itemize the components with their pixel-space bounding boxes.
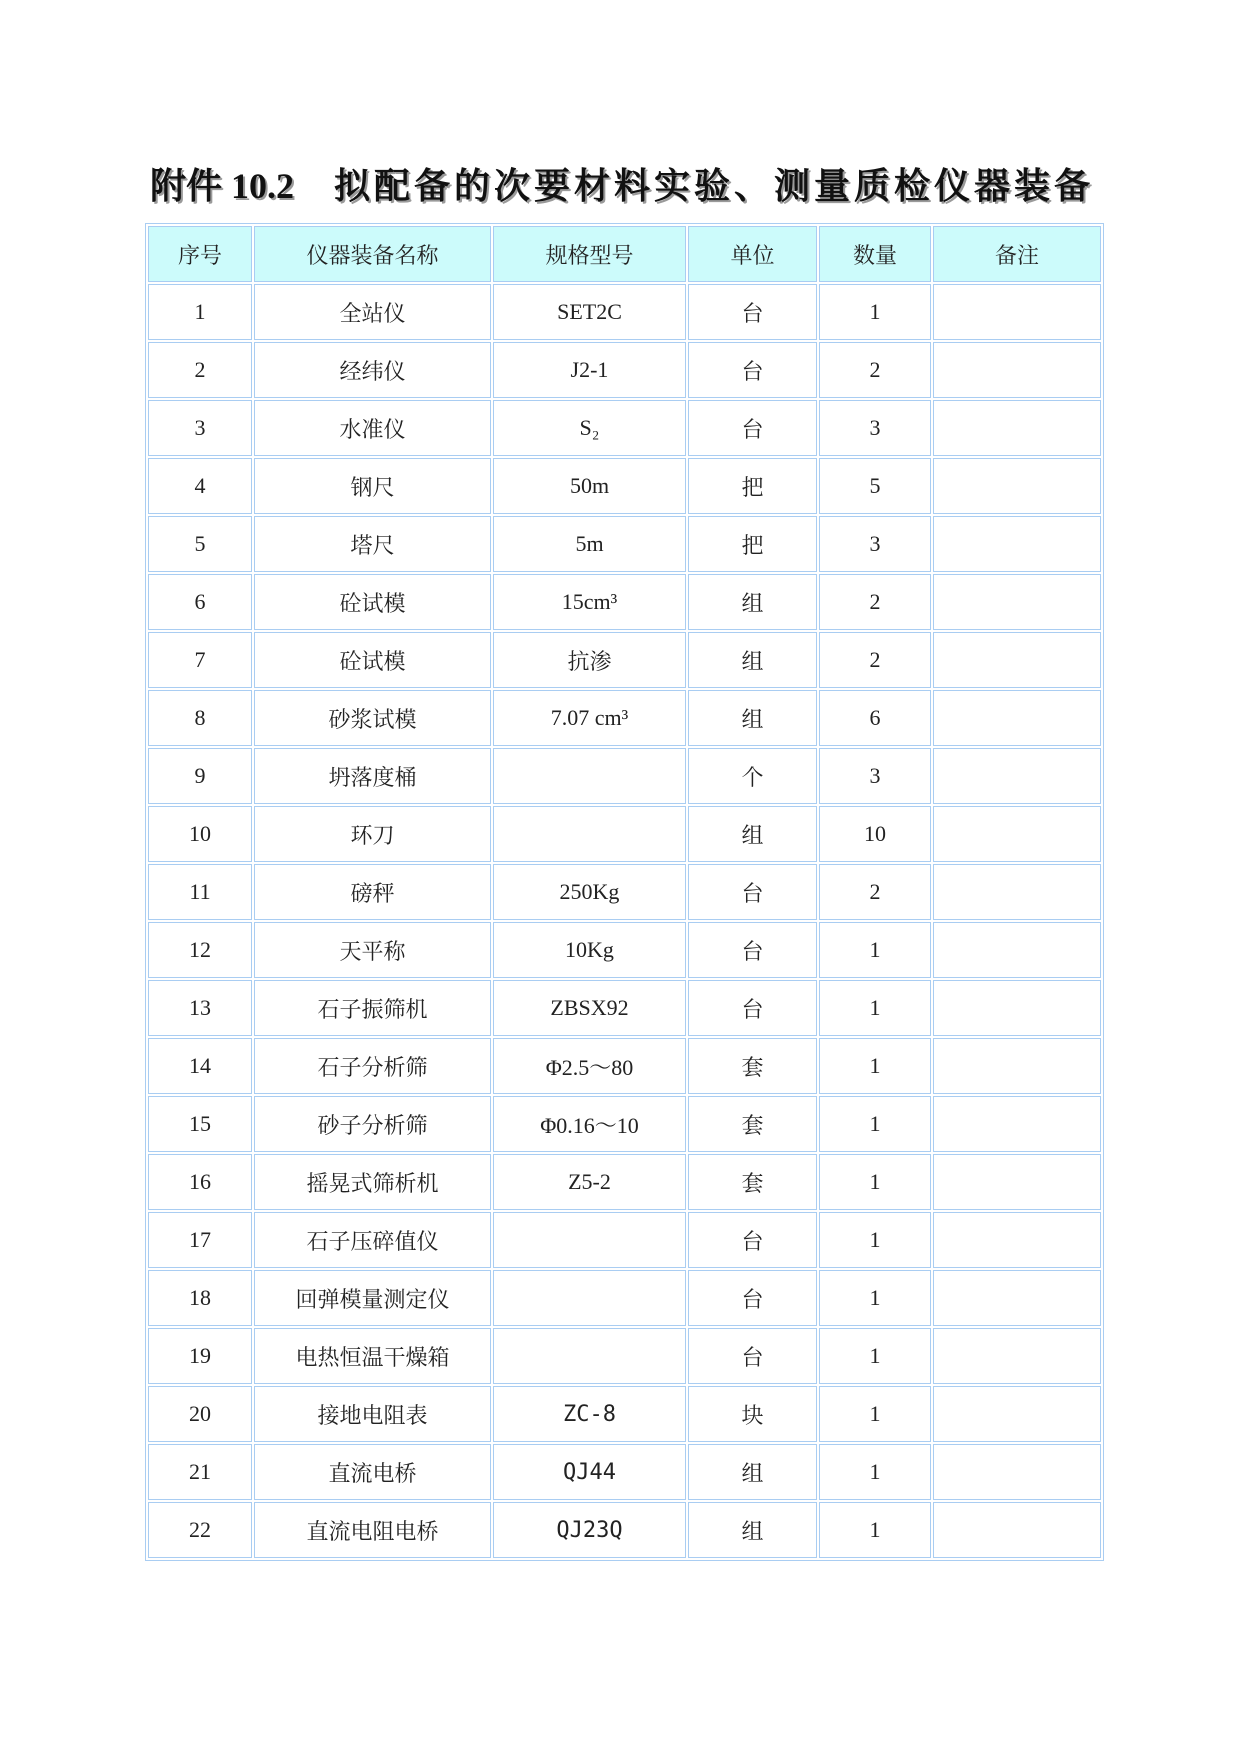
cell-quantity: 3: [819, 748, 931, 804]
cell-quantity: 3: [819, 400, 931, 456]
cell-unit: 组: [688, 1444, 817, 1500]
cell-index: 22: [148, 1502, 252, 1558]
cell-quantity: 2: [819, 864, 931, 920]
cell-name: 回弹模量测定仪: [254, 1270, 491, 1326]
table-body: [148, 284, 1101, 1558]
table-row: [148, 284, 1101, 340]
cell-remarks: [933, 1328, 1101, 1384]
header-cell-spec: 规格型号: [493, 226, 686, 282]
cell-spec: ZBSX92: [493, 980, 686, 1036]
cell-remarks: [933, 342, 1101, 398]
cell-remarks: [933, 806, 1101, 862]
cell-name: 坍落度桶: [254, 748, 491, 804]
cell-spec: ZC-8: [493, 1386, 686, 1442]
cell-unit: 组: [688, 574, 817, 630]
table-row: [148, 1212, 1101, 1268]
cell-unit: 台: [688, 864, 817, 920]
cell-name: 砼试模: [254, 574, 491, 630]
table-row: [148, 632, 1101, 688]
cell-quantity: 2: [819, 342, 931, 398]
cell-spec: S₂: [493, 400, 686, 456]
cell-remarks: [933, 1038, 1101, 1094]
cell-quantity: 1: [819, 1038, 931, 1094]
cell-index: 4: [148, 458, 252, 514]
cell-unit: 套: [688, 1096, 817, 1152]
cell-remarks: [933, 1502, 1101, 1558]
table-row: [148, 342, 1101, 398]
cell-unit: 组: [688, 690, 817, 746]
table-row: [148, 1502, 1101, 1558]
cell-spec: [493, 748, 686, 804]
cell-quantity: 1: [819, 1502, 931, 1558]
cell-name: 石子分析筛: [254, 1038, 491, 1094]
cell-index: 11: [148, 864, 252, 920]
table-row: [148, 748, 1101, 804]
cell-index: 8: [148, 690, 252, 746]
cell-index: 16: [148, 1154, 252, 1210]
cell-index: 18: [148, 1270, 252, 1326]
cell-remarks: [933, 400, 1101, 456]
cell-remarks: [933, 922, 1101, 978]
cell-unit: 把: [688, 516, 817, 572]
cell-unit: 台: [688, 1212, 817, 1268]
cell-quantity: 1: [819, 1154, 931, 1210]
cell-index: 17: [148, 1212, 252, 1268]
cell-unit: 台: [688, 400, 817, 456]
cell-spec: SET2C: [493, 284, 686, 340]
cell-quantity: 1: [819, 284, 931, 340]
cell-index: 1: [148, 284, 252, 340]
cell-quantity: 1: [819, 1096, 931, 1152]
table-row: [148, 1270, 1101, 1326]
table-row: [148, 458, 1101, 514]
cell-name: 电热恒温干燥箱: [254, 1328, 491, 1384]
table-row: [148, 1038, 1101, 1094]
cell-spec: [493, 1270, 686, 1326]
cell-spec: 250Kg: [493, 864, 686, 920]
cell-unit: 个: [688, 748, 817, 804]
page-title: [150, 160, 1110, 212]
header-cell-index: 序号: [148, 226, 252, 282]
cell-name: 砂子分析筛: [254, 1096, 491, 1152]
cell-spec: 10Kg: [493, 922, 686, 978]
table-header-row: [148, 226, 1101, 282]
cell-quantity: 1: [819, 1444, 931, 1500]
cell-unit: 套: [688, 1154, 817, 1210]
cell-unit: 台: [688, 342, 817, 398]
cell-index: 21: [148, 1444, 252, 1500]
cell-spec: [493, 1212, 686, 1268]
cell-name: 塔尺: [254, 516, 491, 572]
cell-spec: 5m: [493, 516, 686, 572]
cell-quantity: 1: [819, 922, 931, 978]
cell-remarks: [933, 1270, 1101, 1326]
cell-remarks: [933, 1154, 1101, 1210]
table-row: [148, 806, 1101, 862]
cell-remarks: [933, 690, 1101, 746]
cell-unit: 台: [688, 284, 817, 340]
cell-spec: 50m: [493, 458, 686, 514]
cell-spec: Z5-2: [493, 1154, 686, 1210]
table-row: [148, 1386, 1101, 1442]
cell-spec: 抗渗: [493, 632, 686, 688]
cell-name: 砂浆试模: [254, 690, 491, 746]
cell-spec: QJ44: [493, 1444, 686, 1500]
cell-unit: 组: [688, 1502, 817, 1558]
header-cell-unit: 单位: [688, 226, 817, 282]
cell-remarks: [933, 632, 1101, 688]
header-cell-name: 仪器装备名称: [254, 226, 491, 282]
cell-spec: QJ23Q: [493, 1502, 686, 1558]
cell-index: 12: [148, 922, 252, 978]
cell-name: 全站仪: [254, 284, 491, 340]
cell-quantity: 2: [819, 632, 931, 688]
cell-remarks: [933, 458, 1101, 514]
header-cell-quantity: 数量: [819, 226, 931, 282]
cell-name: 摇晃式筛析机: [254, 1154, 491, 1210]
cell-spec: 15cm³: [493, 574, 686, 630]
equipment-table: [145, 223, 1104, 1561]
cell-index: 10: [148, 806, 252, 862]
cell-remarks: [933, 516, 1101, 572]
cell-name: 天平称: [254, 922, 491, 978]
cell-name: 磅秤: [254, 864, 491, 920]
cell-quantity: 6: [819, 690, 931, 746]
table-row: [148, 980, 1101, 1036]
title-text: 拟配备的次要材料实验、测量质检仪器装备: [334, 165, 1095, 207]
cell-index: 6: [148, 574, 252, 630]
cell-index: 2: [148, 342, 252, 398]
cell-index: 3: [148, 400, 252, 456]
cell-index: 5: [148, 516, 252, 572]
table-row: [148, 1328, 1101, 1384]
cell-name: 环刀: [254, 806, 491, 862]
cell-unit: 台: [688, 922, 817, 978]
cell-remarks: [933, 574, 1101, 630]
cell-quantity: 1: [819, 1270, 931, 1326]
table-row: [148, 1444, 1101, 1500]
header-cell-remarks: 备注: [933, 226, 1101, 282]
cell-unit: 组: [688, 632, 817, 688]
cell-spec: 7.07 cm³: [493, 690, 686, 746]
cell-name: 水准仪: [254, 400, 491, 456]
cell-quantity: 5: [819, 458, 931, 514]
cell-unit: 套: [688, 1038, 817, 1094]
table-row: [148, 690, 1101, 746]
cell-index: 19: [148, 1328, 252, 1384]
cell-index: 13: [148, 980, 252, 1036]
cell-name: 经纬仪: [254, 342, 491, 398]
cell-quantity: 1: [819, 1386, 931, 1442]
cell-name: 接地电阻表: [254, 1386, 491, 1442]
cell-spec: J2-1: [493, 342, 686, 398]
table-row: [148, 864, 1101, 920]
cell-quantity: 10: [819, 806, 931, 862]
cell-spec: Φ2.5～80: [493, 1038, 686, 1094]
cell-quantity: 2: [819, 574, 931, 630]
cell-spec: [493, 1328, 686, 1384]
table-row: [148, 1096, 1101, 1152]
table-row: [148, 922, 1101, 978]
cell-index: 20: [148, 1386, 252, 1442]
cell-name: 砼试模: [254, 632, 491, 688]
cell-unit: 组: [688, 806, 817, 862]
table-row: [148, 516, 1101, 572]
cell-unit: 台: [688, 1328, 817, 1384]
cell-name: 钢尺: [254, 458, 491, 514]
cell-name: 直流电阻电桥: [254, 1502, 491, 1558]
cell-unit: 台: [688, 980, 817, 1036]
cell-quantity: 1: [819, 980, 931, 1036]
cell-index: 15: [148, 1096, 252, 1152]
cell-index: 14: [148, 1038, 252, 1094]
cell-unit: 把: [688, 458, 817, 514]
cell-unit: 块: [688, 1386, 817, 1442]
cell-remarks: [933, 1212, 1101, 1268]
cell-remarks: [933, 748, 1101, 804]
cell-remarks: [933, 1386, 1101, 1442]
cell-index: 7: [148, 632, 252, 688]
title-code: 附件 10.2: [150, 166, 295, 206]
cell-quantity: 1: [819, 1212, 931, 1268]
cell-name: 直流电桥: [254, 1444, 491, 1500]
cell-remarks: [933, 1096, 1101, 1152]
cell-quantity: 1: [819, 1328, 931, 1384]
cell-index: 9: [148, 748, 252, 804]
cell-quantity: 3: [819, 516, 931, 572]
cell-remarks: [933, 1444, 1101, 1500]
cell-remarks: [933, 980, 1101, 1036]
table-row: [148, 1154, 1101, 1210]
table-row: [148, 574, 1101, 630]
cell-spec: Φ0.16～10: [493, 1096, 686, 1152]
table-row: [148, 400, 1101, 456]
cell-remarks: [933, 284, 1101, 340]
cell-name: 石子振筛机: [254, 980, 491, 1036]
cell-unit: 台: [688, 1270, 817, 1326]
cell-spec: [493, 806, 686, 862]
cell-remarks: [933, 864, 1101, 920]
cell-name: 石子压碎值仪: [254, 1212, 491, 1268]
